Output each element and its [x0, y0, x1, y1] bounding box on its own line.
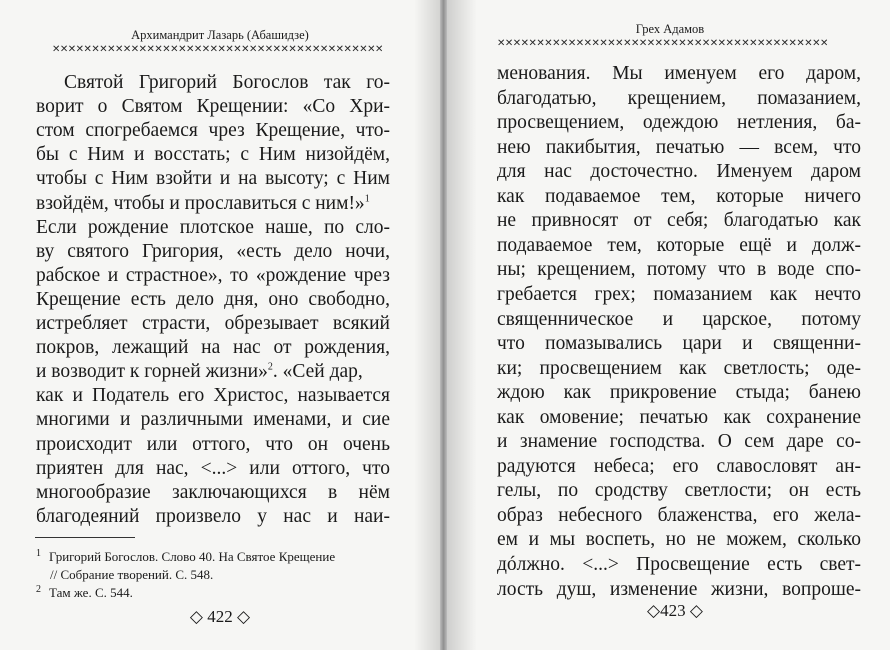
- footnote-text: Григорий Богослов. Слово 40. На Святое Крещение: [49, 549, 336, 564]
- right-gutter-shadow: [447, 0, 477, 650]
- left-line-6: [36, 192, 370, 216]
- left-line-10: Крещение есть дело дня, оно свободно,: [36, 288, 390, 310]
- right-ornament-rule: ✕✕✕✕✕✕✕✕✕✕✕✕✕✕✕✕✕✕✕✕✕✕✕✕✕✕✕✕✕✕✕✕✕✕✕✕✕✕✕✕✕✕: [497, 38, 828, 49]
- right-line-21: дóлжно. <...> Просвещение есть свет-: [497, 554, 861, 575]
- left-line-6-text: взойдём, чтобы и прославиться с ним!»: [36, 192, 365, 214]
- right-line-7: не привносят от себя; благодатью как: [497, 210, 861, 232]
- left-line-18: многообразие заключающихся в нём: [36, 481, 390, 503]
- left-gutter-shadow: [414, 0, 440, 650]
- footnote-2: [50, 566, 213, 584]
- left-line-3: стом спогребаемся чрез Крещение, что-: [36, 120, 390, 142]
- footnote-text: // Собрание творений. С. 548.: [50, 567, 214, 582]
- right-line-10: гребается грех; помазанием как нечто: [497, 283, 861, 305]
- left-line-13: [36, 360, 363, 384]
- right-line-15: как омовение; печатью как сохранение: [497, 406, 861, 428]
- left-line-2: ворит о Святом Крещении: «Со Хри-: [36, 96, 390, 118]
- right-folio: ◇423 ◇: [647, 601, 703, 620]
- right-line-14: ждою как прикровение стыда; банею: [497, 382, 861, 404]
- footnote-1: [36, 548, 335, 566]
- right-line-13: ки; просвещением как светлость; оде-: [497, 357, 861, 379]
- left-line-15: многими и различными именами, и сие: [36, 409, 390, 431]
- right-line-8: подаваемое тем, которые ещё и долж-: [497, 234, 861, 256]
- book-gutter: [440, 0, 447, 650]
- left-ornament-rule: ✕✕✕✕✕✕✕✕✕✕✕✕✕✕✕✕✕✕✕✕✕✕✕✕✕✕✕✕✕✕✕✕✕✕✕✕✕✕✕✕✕✕: [52, 44, 383, 55]
- right-line-17: радуются небеса; его славословят ан-: [497, 455, 861, 477]
- left-line-4: бы с Ним и восстать; с Ним низойдём,: [36, 144, 390, 166]
- footnote-separator: [35, 537, 135, 538]
- left-line-12: покров, лежащий на нас от рождения,: [36, 337, 390, 359]
- left-line-8: ву святого Григория, «есть дело ночи,: [36, 240, 390, 262]
- left-line-5: чтобы с Ним взойти и на высоту; с Ним: [36, 168, 390, 190]
- footnote-mark: 1: [36, 547, 41, 559]
- right-line-5: для нас досточестно. Именуем даром: [497, 161, 861, 183]
- right-page: [447, 0, 890, 650]
- footnote-mark: 2: [36, 583, 41, 595]
- left-line-1: Святой Григорий Богослов так го-: [64, 72, 390, 93]
- left-line-16: происходит или оттого, что он очень: [36, 433, 390, 455]
- right-line-9: ны; крещением, потому что в воде спо-: [497, 259, 861, 281]
- right-line-22: лость душ, изменение жизни, вопроше-: [497, 578, 861, 600]
- right-line-6: как подаваемое тем, которые ничего: [497, 185, 861, 207]
- right-line-3: просвещением, одеждою нетления, ба-: [497, 112, 861, 134]
- right-line-12: что помазывались цари и священни-: [497, 333, 861, 355]
- left-line-13-text: и возводит к горней жизни»: [36, 361, 268, 383]
- left-line-17: приятен для нас, <...> или оттого, что: [36, 457, 390, 479]
- right-running-head: Грех Адамов: [635, 22, 705, 36]
- right-line-1: менования. Мы именуем его даром,: [497, 63, 861, 84]
- right-line-16: и знамение господства. О сем даре со-: [497, 431, 861, 453]
- footnote-ref-1: 1: [364, 193, 370, 204]
- right-line-11: священническое и царское, потому: [497, 308, 861, 330]
- left-page: [0, 0, 440, 650]
- right-line-2: благодатью, крещением, помазанием,: [497, 87, 861, 109]
- footnote-ref-2: 2: [267, 361, 273, 373]
- right-line-20: ем и мы воспеть, но не можем, сколько: [497, 529, 861, 551]
- left-line-13-tail: . «Сей дар,: [272, 361, 363, 383]
- left-line-14: как и Податель его Христос, называется: [36, 385, 390, 407]
- footnote-text: Там же. С. 544.: [49, 585, 133, 600]
- left-line-19: благодеяний произвело у нас и наи-: [36, 505, 390, 527]
- right-line-19: образ небесного блаженства, его жела-: [497, 504, 861, 526]
- right-line-18: гелы, по сродству светлости; он есть: [497, 480, 861, 502]
- right-line-4: нею пакибытия, печатью — всем, что: [497, 136, 861, 158]
- left-line-7: Если рождение плотское наше, по сло-: [36, 216, 390, 238]
- left-running-head: Архимандрит Лазарь (Абашидзе): [131, 28, 309, 42]
- footnote-3: [36, 584, 133, 602]
- left-line-11: истребляет страсти, обрезывает всякий: [36, 313, 390, 334]
- left-line-9: рабское и страстное», то «рождение чрез: [36, 264, 390, 286]
- left-folio: ◇ 422 ◇: [189, 607, 251, 626]
